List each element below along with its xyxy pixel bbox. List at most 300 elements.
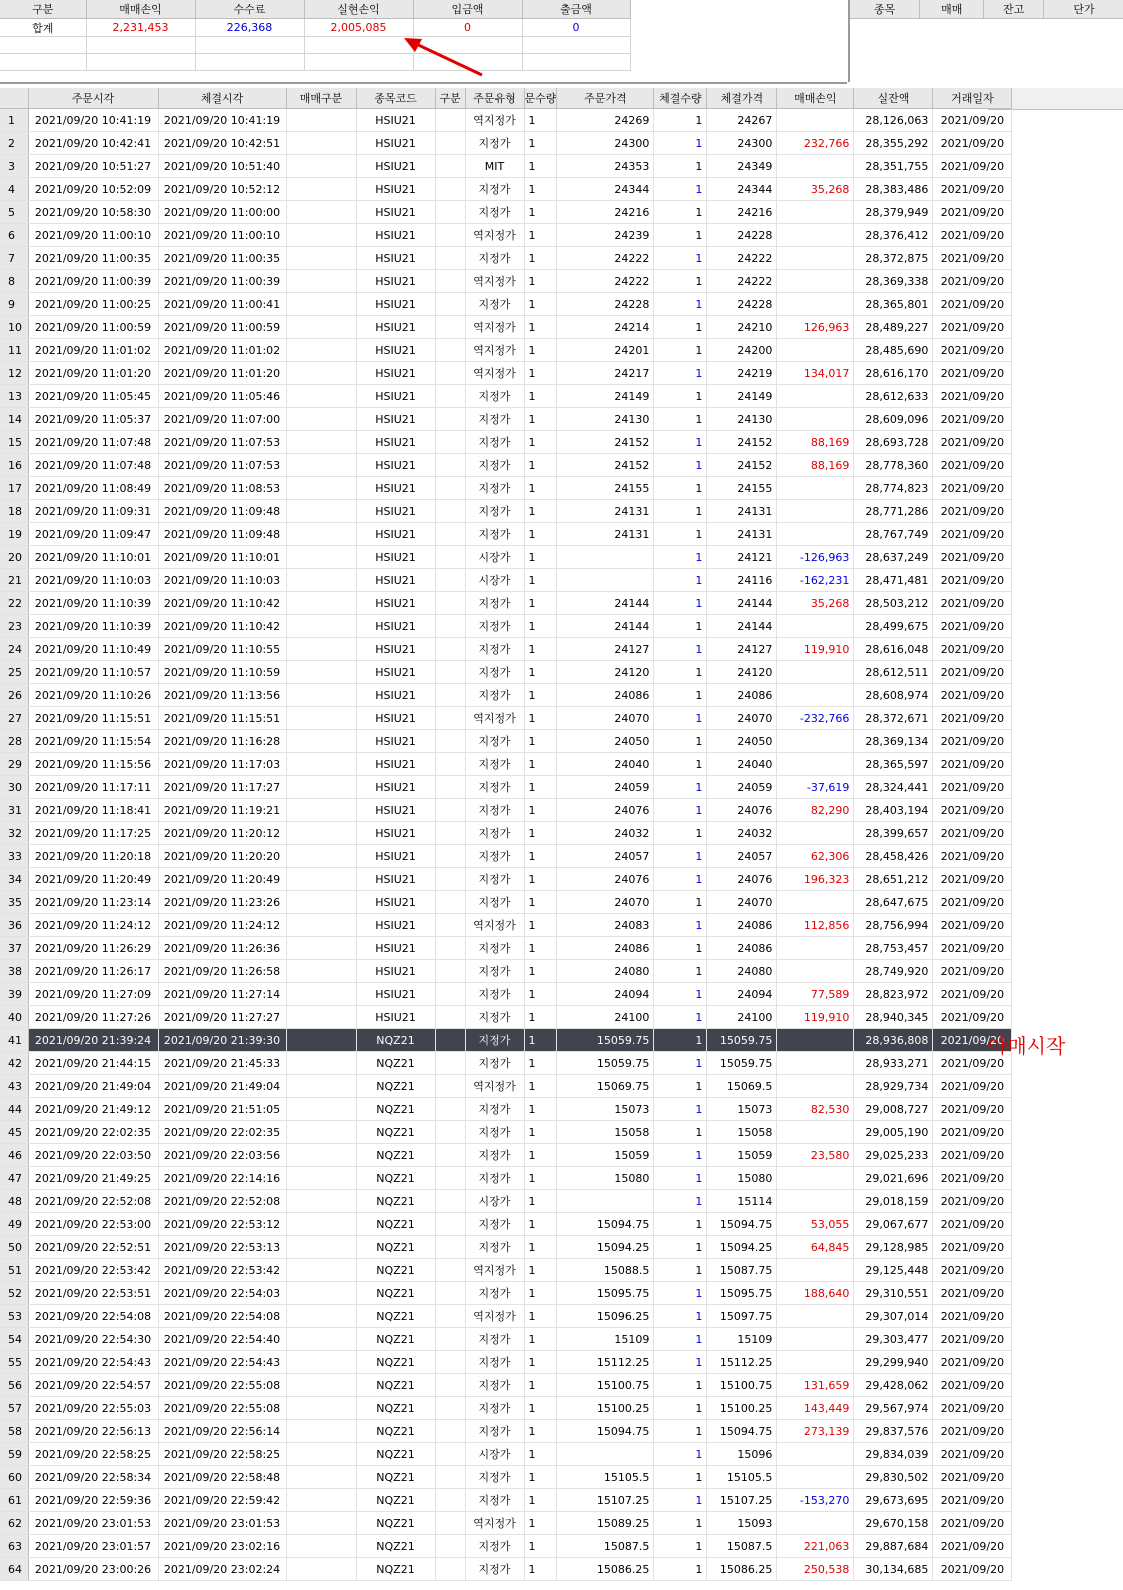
cell-order-qty: 1 <box>524 1259 557 1282</box>
cell-balance: 28,608,974 <box>854 684 933 707</box>
cell-fill-time: 2021/09/20 22:53:12 <box>158 1213 286 1236</box>
cell-category <box>435 661 465 684</box>
positions-panel <box>848 0 1123 82</box>
cell-fill-price: 24121 <box>707 546 777 569</box>
cell-fill-qty: 1 <box>654 178 707 201</box>
cell-order-type: 지정가 <box>465 293 524 316</box>
grid-header-category[interactable]: 구분 <box>435 88 465 109</box>
cell-symbol-code: NQZ21 <box>356 1259 435 1282</box>
table-row[interactable] <box>0 477 1012 500</box>
table-row[interactable] <box>0 1305 1012 1328</box>
table-row[interactable] <box>0 293 1012 316</box>
cell-trade-pnl <box>777 615 854 638</box>
cell-fill-price: 15059.75 <box>707 1052 777 1075</box>
cell-order-time: 2021/09/20 10:41:19 <box>28 109 158 132</box>
cell-category <box>435 615 465 638</box>
cell-fill-price: 24040 <box>707 753 777 776</box>
table-row[interactable] <box>0 546 1012 569</box>
cell-fill-time: 2021/09/20 22:52:08 <box>158 1190 286 1213</box>
table-row[interactable] <box>0 868 1012 891</box>
cell-category <box>435 293 465 316</box>
cell-order-qty: 1 <box>524 592 557 615</box>
cell-order-price: 24144 <box>557 592 654 615</box>
cell-category <box>435 638 465 661</box>
grid-header-order-price[interactable]: 주문가격 <box>557 88 654 109</box>
table-row[interactable] <box>0 1213 1012 1236</box>
cell-fill-time: 2021/09/20 11:10:42 <box>158 615 286 638</box>
cell-category <box>435 1006 465 1029</box>
cell-order-type: 지정가 <box>465 776 524 799</box>
cell-fill-qty: 1 <box>654 1144 707 1167</box>
cell-trade-date: 2021/09/20 <box>933 523 1012 546</box>
table-row[interactable] <box>0 408 1012 431</box>
cell-order-qty: 1 <box>524 1397 557 1420</box>
cell-fill-time: 2021/09/20 22:58:48 <box>158 1466 286 1489</box>
cell-row-number: 50 <box>0 1236 28 1259</box>
cell-balance: 29,887,684 <box>854 1535 933 1558</box>
cell-symbol-code: HSIU21 <box>356 868 435 891</box>
grid-header-trade-date[interactable]: 거래일자 <box>933 88 1012 109</box>
cell-trade-date: 2021/09/20 <box>933 201 1012 224</box>
cell-fill-time: 2021/09/20 21:49:04 <box>158 1075 286 1098</box>
positions-header-side[interactable]: 매매 <box>920 0 984 19</box>
cell-symbol-code: HSIU21 <box>356 661 435 684</box>
grid-header-order-qty[interactable]: 문수량 <box>524 88 557 109</box>
table-row[interactable] <box>0 1052 1012 1075</box>
summary-trade-pnl: 2,231,453 <box>86 19 195 37</box>
cell-category <box>435 799 465 822</box>
cell-order-type: 지정가 <box>465 1420 524 1443</box>
cell-order-type: 역지정가 <box>465 1259 524 1282</box>
grid-header-symbol-code[interactable]: 종목코드 <box>356 88 435 109</box>
cell-order-qty: 1 <box>524 1351 557 1374</box>
table-row[interactable] <box>0 592 1012 615</box>
panel-splitter[interactable] <box>0 82 847 84</box>
cell-fill-qty: 1 <box>654 1489 707 1512</box>
cell-fill-qty: 1 <box>654 431 707 454</box>
table-row[interactable] <box>0 500 1012 523</box>
cell-fill-price: 24094 <box>707 983 777 1006</box>
cell-category <box>435 1305 465 1328</box>
cell-trade-pnl: 82,290 <box>777 799 854 822</box>
table-row[interactable] <box>0 454 1012 477</box>
cell-trade-pnl: 35,268 <box>777 178 854 201</box>
cell-trade-date: 2021/09/20 <box>933 822 1012 845</box>
cell-trade-pnl: 35,268 <box>777 592 854 615</box>
cell-trade-pnl: -37,619 <box>777 776 854 799</box>
cell-order-qty: 1 <box>524 730 557 753</box>
table-row[interactable] <box>0 960 1012 983</box>
cell-order-price: 24086 <box>557 937 654 960</box>
grid-header-order-type[interactable]: 주문유형 <box>465 88 524 109</box>
cell-fill-price: 24222 <box>707 247 777 270</box>
cell-trade-pnl <box>777 684 854 707</box>
cell-fill-time: 2021/09/20 11:09:48 <box>158 500 286 523</box>
cell-fill-price: 15094.25 <box>707 1236 777 1259</box>
cell-trade-type <box>286 1029 356 1052</box>
table-row[interactable] <box>0 569 1012 592</box>
cell-category <box>435 569 465 592</box>
cell-row-number: 10 <box>0 316 28 339</box>
table-row[interactable] <box>0 1098 1012 1121</box>
cell-trade-pnl <box>777 1121 854 1144</box>
table-row[interactable] <box>0 914 1012 937</box>
grid-header-fill-qty[interactable]: 체결수량 <box>654 88 707 109</box>
cell-symbol-code: HSIU21 <box>356 776 435 799</box>
table-row[interactable] <box>0 1282 1012 1305</box>
cell-trade-type <box>286 1351 356 1374</box>
cell-trade-type <box>286 1190 356 1213</box>
cell-order-price: 15094.75 <box>557 1420 654 1443</box>
cell-balance: 28,936,808 <box>854 1029 933 1052</box>
cell-trade-type <box>286 1144 356 1167</box>
cell-trade-date: 2021/09/20 <box>933 1259 1012 1282</box>
cell-order-price: 24152 <box>557 454 654 477</box>
cell-order-price: 24131 <box>557 500 654 523</box>
cell-trade-type <box>286 247 356 270</box>
table-row[interactable] <box>0 753 1012 776</box>
cell-order-type: 지정가 <box>465 1351 524 1374</box>
cell-category <box>435 1052 465 1075</box>
cell-order-time: 2021/09/20 11:00:10 <box>28 224 158 247</box>
cell-order-time: 2021/09/20 11:07:48 <box>28 431 158 454</box>
table-row[interactable] <box>0 224 1012 247</box>
table-row[interactable] <box>0 776 1012 799</box>
cell-trade-date: 2021/09/20 <box>933 339 1012 362</box>
cell-order-type: 지정가 <box>465 684 524 707</box>
cell-trade-pnl: 119,910 <box>777 1006 854 1029</box>
cell-row-number: 38 <box>0 960 28 983</box>
cell-symbol-code: HSIU21 <box>356 132 435 155</box>
cell-category <box>435 822 465 845</box>
cell-fill-time: 2021/09/20 11:20:49 <box>158 868 286 891</box>
cell-category <box>435 592 465 615</box>
grid-header-trade-pnl[interactable]: 매매손익 <box>777 88 854 109</box>
cell-trade-date: 2021/09/20 <box>933 799 1012 822</box>
cell-fill-qty: 1 <box>654 730 707 753</box>
cell-order-type: 역지정가 <box>465 1512 524 1535</box>
cell-order-price: 15089.25 <box>557 1512 654 1535</box>
cell-order-price: 15058 <box>557 1121 654 1144</box>
cell-balance: 30,134,685 <box>854 1558 933 1581</box>
cell-symbol-code: HSIU21 <box>356 178 435 201</box>
table-row[interactable] <box>0 707 1012 730</box>
table-row[interactable] <box>0 1351 1012 1374</box>
cell-trade-date: 2021/09/20 <box>933 1006 1012 1029</box>
table-row[interactable] <box>0 1489 1012 1512</box>
cell-balance: 28,778,360 <box>854 454 933 477</box>
cell-fill-time: 2021/09/20 22:53:42 <box>158 1259 286 1282</box>
cell-order-qty: 1 <box>524 1167 557 1190</box>
table-row[interactable] <box>0 799 1012 822</box>
cell-row-number: 61 <box>0 1489 28 1512</box>
cell-order-price <box>557 546 654 569</box>
grid-header-trade-type[interactable]: 매매구분 <box>286 88 356 109</box>
cell-trade-type <box>286 1236 356 1259</box>
cell-row-number: 51 <box>0 1259 28 1282</box>
table-row[interactable] <box>0 132 1012 155</box>
cell-fill-time: 2021/09/20 11:09:48 <box>158 523 286 546</box>
table-row[interactable] <box>0 638 1012 661</box>
positions-header-unit-price[interactable]: 단가 <box>1044 0 1123 19</box>
cell-order-price: 24120 <box>557 661 654 684</box>
cell-order-price: 24239 <box>557 224 654 247</box>
cell-order-price: 24155 <box>557 477 654 500</box>
cell-order-qty: 1 <box>524 362 557 385</box>
cell-symbol-code: NQZ21 <box>356 1121 435 1144</box>
cell-balance: 29,834,039 <box>854 1443 933 1466</box>
cell-fill-time: 2021/09/20 22:14:16 <box>158 1167 286 1190</box>
cell-fill-time: 2021/09/20 11:23:26 <box>158 891 286 914</box>
cell-symbol-code: NQZ21 <box>356 1282 435 1305</box>
cell-order-time: 2021/09/20 22:56:13 <box>28 1420 158 1443</box>
cell-trade-type <box>286 293 356 316</box>
cell-fill-price: 15105.5 <box>707 1466 777 1489</box>
cell-fill-qty: 1 <box>654 1443 707 1466</box>
cell-fill-price: 15114 <box>707 1190 777 1213</box>
cell-order-type: 지정가 <box>465 1558 524 1581</box>
cell-trade-date: 2021/09/20 <box>933 1144 1012 1167</box>
cell-order-time: 2021/09/20 11:09:31 <box>28 500 158 523</box>
table-row[interactable] <box>0 1535 1012 1558</box>
cell-order-price: 24353 <box>557 155 654 178</box>
cell-row-number: 30 <box>0 776 28 799</box>
cell-trade-pnl <box>777 339 854 362</box>
cell-fill-qty: 1 <box>654 1535 707 1558</box>
cell-fill-qty: 1 <box>654 822 707 845</box>
cell-order-type: 역지정가 <box>465 362 524 385</box>
cell-fill-qty: 1 <box>654 523 707 546</box>
table-row[interactable] <box>0 822 1012 845</box>
table-row[interactable] <box>0 523 1012 546</box>
table-row[interactable] <box>0 684 1012 707</box>
cell-fill-price: 15059 <box>707 1144 777 1167</box>
cell-row-number: 8 <box>0 270 28 293</box>
cell-order-qty: 1 <box>524 914 557 937</box>
table-row[interactable] <box>0 178 1012 201</box>
cell-fill-qty: 1 <box>654 477 707 500</box>
grid-header-balance[interactable]: 실잔액 <box>854 88 933 109</box>
positions-header-symbol[interactable]: 종목 <box>850 0 920 19</box>
table-row[interactable] <box>0 615 1012 638</box>
cell-order-qty: 1 <box>524 201 557 224</box>
table-row[interactable] <box>0 891 1012 914</box>
table-row[interactable] <box>0 1558 1012 1581</box>
cell-fill-qty: 1 <box>654 339 707 362</box>
cell-order-time: 2021/09/20 10:42:41 <box>28 132 158 155</box>
cell-trade-date: 2021/09/20 <box>933 1420 1012 1443</box>
cell-fill-price: 15094.75 <box>707 1420 777 1443</box>
cell-order-time: 2021/09/20 11:10:03 <box>28 569 158 592</box>
cell-order-time: 2021/09/20 21:39:24 <box>28 1029 158 1052</box>
cell-order-type: 지정가 <box>465 868 524 891</box>
cell-order-time: 2021/09/20 11:20:49 <box>28 868 158 891</box>
cell-trade-type <box>286 1535 356 1558</box>
cell-row-number: 17 <box>0 477 28 500</box>
cell-trade-pnl <box>777 109 854 132</box>
cell-symbol-code: HSIU21 <box>356 385 435 408</box>
cell-trade-type <box>286 546 356 569</box>
summary-deposit: 0 <box>413 19 522 37</box>
cell-symbol-code: NQZ21 <box>356 1075 435 1098</box>
cell-row-number: 64 <box>0 1558 28 1581</box>
table-row[interactable] <box>0 1259 1012 1282</box>
cell-balance: 28,458,426 <box>854 845 933 868</box>
table-row[interactable] <box>0 730 1012 753</box>
table-row[interactable] <box>0 201 1012 224</box>
cell-order-qty: 1 <box>524 270 557 293</box>
cell-fill-qty: 1 <box>654 1397 707 1420</box>
cell-order-type: 지정가 <box>465 1006 524 1029</box>
cell-order-qty: 1 <box>524 178 557 201</box>
table-row[interactable] <box>0 339 1012 362</box>
cell-order-type: 지정가 <box>465 1213 524 1236</box>
cell-balance: 28,489,227 <box>854 316 933 339</box>
cell-symbol-code: HSIU21 <box>356 615 435 638</box>
table-row[interactable] <box>0 1328 1012 1351</box>
cell-fill-price: 24222 <box>707 270 777 293</box>
summary-header-trade-pnl: 매매손익 <box>86 0 195 19</box>
table-row[interactable] <box>0 1006 1012 1029</box>
cell-order-type: 지정가 <box>465 1374 524 1397</box>
cell-order-time: 2021/09/20 22:54:30 <box>28 1328 158 1351</box>
table-row[interactable] <box>0 1121 1012 1144</box>
cell-fill-price: 24349 <box>707 155 777 178</box>
cell-order-type: 시장가 <box>465 1190 524 1213</box>
cell-order-time: 2021/09/20 22:54:57 <box>28 1374 158 1397</box>
cell-row-number: 13 <box>0 385 28 408</box>
cell-trade-date: 2021/09/20 <box>933 868 1012 891</box>
table-row[interactable] <box>0 1512 1012 1535</box>
table-row[interactable] <box>0 1443 1012 1466</box>
grid-header-order-time[interactable]: 주문시각 <box>28 88 158 109</box>
cell-trade-type <box>286 1121 356 1144</box>
table-row[interactable] <box>0 316 1012 339</box>
cell-trade-type <box>286 408 356 431</box>
cell-trade-type <box>286 1259 356 1282</box>
table-row[interactable] <box>0 937 1012 960</box>
cell-trade-pnl <box>777 1190 854 1213</box>
cell-row-number: 27 <box>0 707 28 730</box>
cell-trade-date: 2021/09/20 <box>933 500 1012 523</box>
cell-fill-time: 2021/09/20 10:41:19 <box>158 109 286 132</box>
cell-trade-date: 2021/09/20 <box>933 1512 1012 1535</box>
cell-row-number: 52 <box>0 1282 28 1305</box>
cell-order-qty: 1 <box>524 845 557 868</box>
table-row[interactable] <box>0 155 1012 178</box>
cell-order-time: 2021/09/20 11:20:18 <box>28 845 158 868</box>
cell-fill-qty: 1 <box>654 1167 707 1190</box>
table-row[interactable] <box>0 109 1012 132</box>
cell-fill-qty: 1 <box>654 247 707 270</box>
cell-row-number: 48 <box>0 1190 28 1213</box>
cell-balance: 28,369,134 <box>854 730 933 753</box>
cell-order-type: 지정가 <box>465 1236 524 1259</box>
table-row[interactable] <box>0 1374 1012 1397</box>
table-row[interactable] <box>0 1167 1012 1190</box>
table-row[interactable] <box>0 362 1012 385</box>
table-row[interactable] <box>0 1420 1012 1443</box>
cell-order-time: 2021/09/20 11:07:48 <box>28 454 158 477</box>
positions-header-balance[interactable]: 잔고 <box>984 0 1044 19</box>
grid-header-fill-price[interactable]: 체결가격 <box>707 88 777 109</box>
cell-balance: 28,647,675 <box>854 891 933 914</box>
cell-order-price <box>557 1443 654 1466</box>
cell-trade-type <box>286 937 356 960</box>
cell-trade-pnl <box>777 960 854 983</box>
cell-trade-pnl: 221,063 <box>777 1535 854 1558</box>
cell-fill-price: 24070 <box>707 891 777 914</box>
cell-row-number: 4 <box>0 178 28 201</box>
table-row[interactable] <box>0 661 1012 684</box>
cell-order-price: 24217 <box>557 362 654 385</box>
table-row[interactable] <box>0 1466 1012 1489</box>
cell-fill-qty: 1 <box>654 569 707 592</box>
cell-category <box>435 1466 465 1489</box>
cell-fill-time: 2021/09/20 11:26:36 <box>158 937 286 960</box>
table-row[interactable] <box>0 1236 1012 1259</box>
table-row[interactable] <box>0 983 1012 1006</box>
cell-fill-qty: 1 <box>654 799 707 822</box>
cell-trade-type <box>286 753 356 776</box>
table-row[interactable] <box>0 270 1012 293</box>
cell-balance: 29,067,677 <box>854 1213 933 1236</box>
cell-balance: 29,018,159 <box>854 1190 933 1213</box>
summary-header-row <box>0 0 630 19</box>
cell-category <box>435 891 465 914</box>
cell-fill-price: 24100 <box>707 1006 777 1029</box>
cell-order-qty: 1 <box>524 293 557 316</box>
cell-row-number: 46 <box>0 1144 28 1167</box>
cell-balance: 28,372,671 <box>854 707 933 730</box>
cell-order-type: 지정가 <box>465 247 524 270</box>
cell-fill-price: 24086 <box>707 914 777 937</box>
cell-order-type: 지정가 <box>465 178 524 201</box>
cell-trade-date: 2021/09/20 <box>933 1098 1012 1121</box>
cell-fill-qty: 1 <box>654 1236 707 1259</box>
cell-symbol-code: HSIU21 <box>356 293 435 316</box>
cell-order-type: 지정가 <box>465 1282 524 1305</box>
cell-fill-price: 24144 <box>707 615 777 638</box>
table-row[interactable] <box>0 1144 1012 1167</box>
table-row[interactable] <box>0 1397 1012 1420</box>
cell-balance: 29,830,502 <box>854 1466 933 1489</box>
table-row[interactable] <box>0 845 1012 868</box>
cell-fill-qty: 1 <box>654 661 707 684</box>
table-row[interactable] <box>0 1029 1012 1052</box>
cell-trade-type <box>286 730 356 753</box>
table-row[interactable] <box>0 385 1012 408</box>
positions-table <box>850 0 1123 19</box>
cell-balance: 28,616,170 <box>854 362 933 385</box>
cell-fill-time: 2021/09/20 22:55:08 <box>158 1397 286 1420</box>
table-row[interactable] <box>0 1075 1012 1098</box>
cell-trade-pnl <box>777 1305 854 1328</box>
grid-header-fill-time[interactable]: 체결시각 <box>158 88 286 109</box>
grid-header-row-number[interactable] <box>0 88 28 109</box>
table-row[interactable] <box>0 1190 1012 1213</box>
summary-total-row[interactable] <box>0 19 630 37</box>
cell-symbol-code: HSIU21 <box>356 477 435 500</box>
cell-fill-time: 2021/09/20 11:17:27 <box>158 776 286 799</box>
cell-order-type: 역지정가 <box>465 1305 524 1328</box>
cell-order-qty: 1 <box>524 1029 557 1052</box>
cell-trade-pnl <box>777 661 854 684</box>
cell-fill-qty: 1 <box>654 201 707 224</box>
table-row[interactable] <box>0 431 1012 454</box>
cell-row-number: 20 <box>0 546 28 569</box>
table-row[interactable] <box>0 247 1012 270</box>
